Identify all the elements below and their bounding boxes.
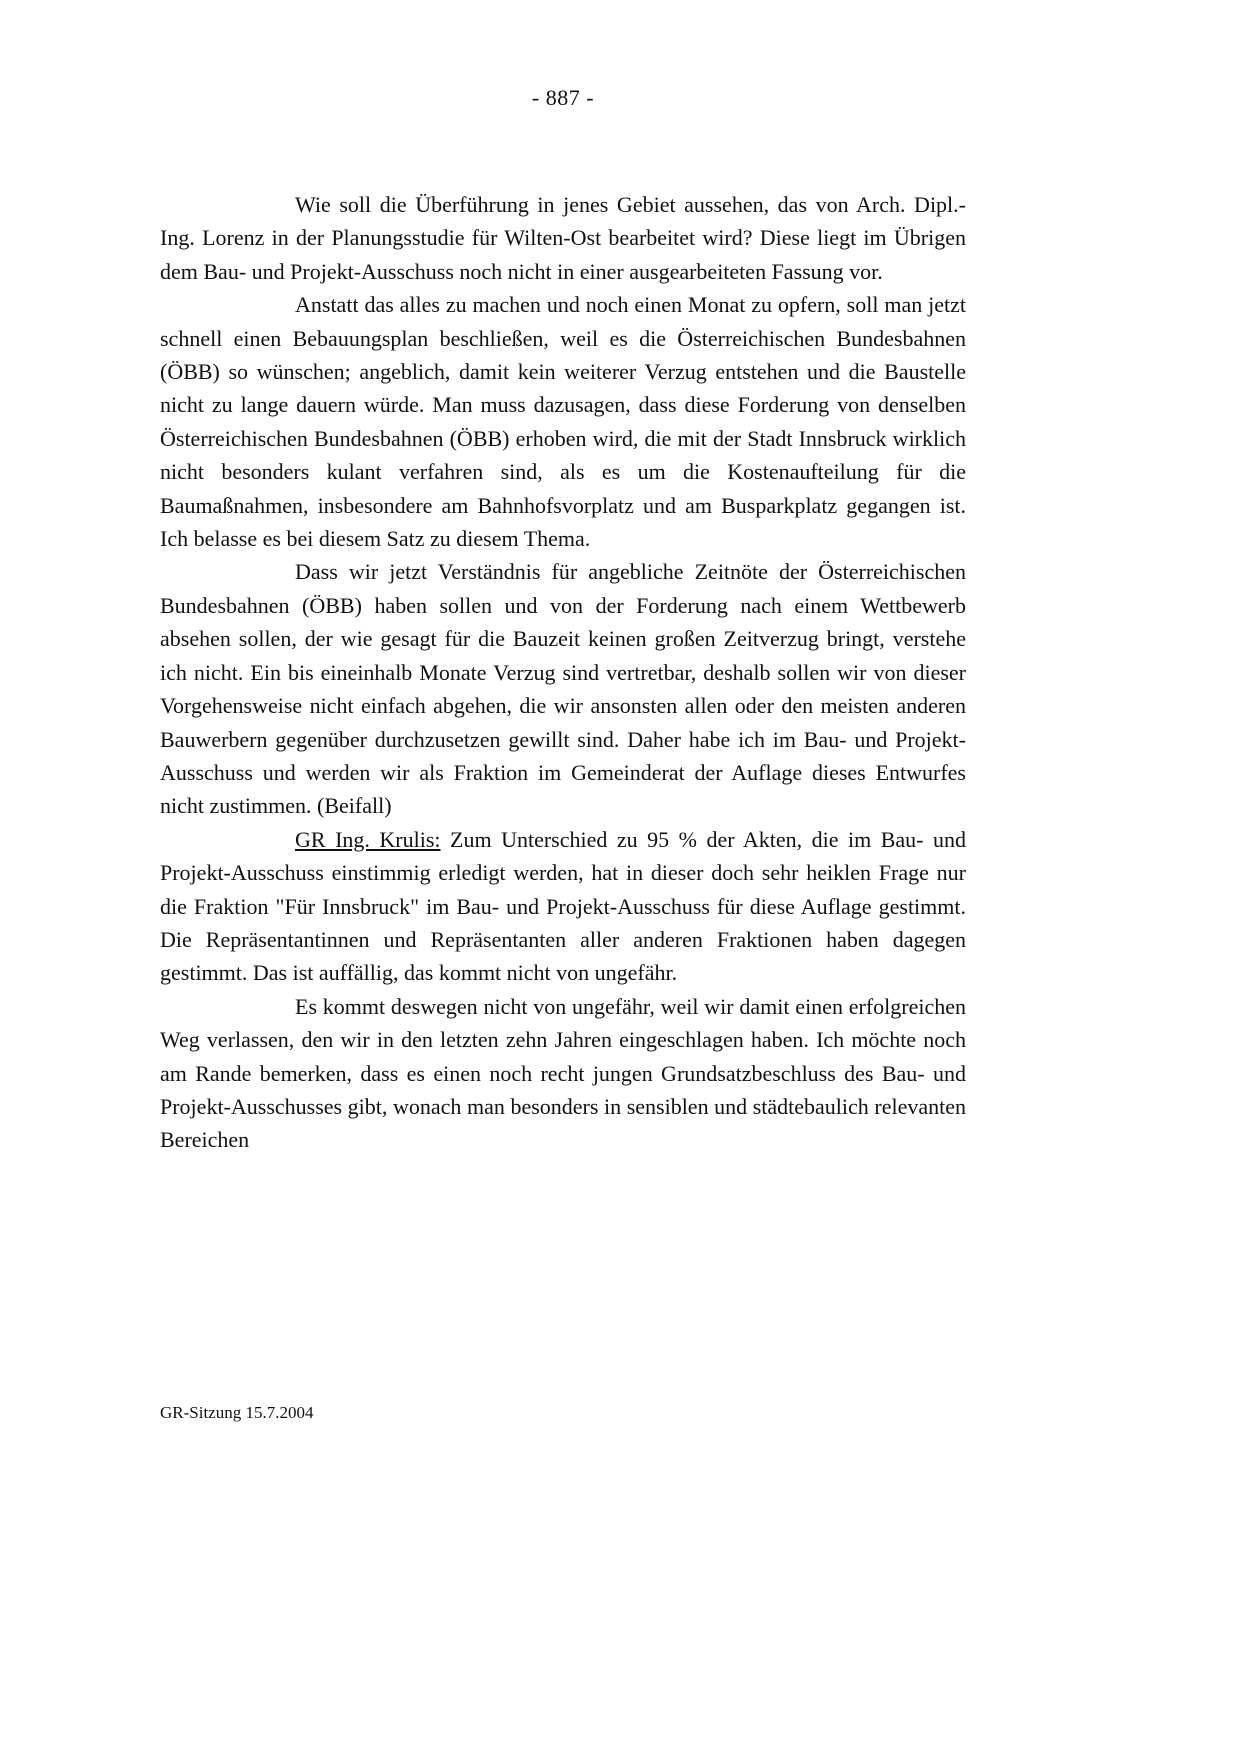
body-text [160,188,966,1157]
paragraph: Dass wir jetzt Verständnis für angebliche Zeitnöte der Österreichischen Bundesbahnen (ÖBB) haben sollen und von der Forderung nach einem Wettbewerb absehen sollen, der wie gesagt für die Bauzeit keinen großen Zeitverzug bringt, verstehe ich nicht. Ein bis eineinhalb Monate Verzug sind vertretbar, deshalb sollen wir von dieser Vorgehensweise nicht einfach abgehen, die wir ansonsten allen oder den meisten anderen Bauwerbern gegenüber durchzusetzen gewillt sind. Daher habe ich im Bau- und Projekt-Ausschuss und werden wir als Fraktion im Gemeinderat der Auflage dieses Entwurfes nicht zustimmen. (Beifall) [160,559,966,819]
paragraph: Anstatt das alles zu machen und noch einen Monat zu opfern, soll man jetzt schnell einen Bebauungsplan beschließen, weil es die Österreichischen Bundesbahnen (ÖBB) so wünschen; angeblich, damit kein weiterer Verzug entstehen und die Baustelle nicht zu lange dauern würde. Man muss dazusagen, dass diese Forderung von denselben Österreichischen Bundesbahnen (ÖBB) erhoben wird, die mit der Stadt Innsbruck wirklich nicht besonders kulant verfahren sind, als es um die Kostenaufteilung für die Baumaßnahmen, insbesondere am Bahnhofsvorplatz und am Busparkplatz gegangen ist. Ich belasse es bei diesem Satz zu diesem Thema. [160,292,966,552]
paragraph: Wie soll die Überführung in jenes Gebiet aussehen, das von Arch. Dipl.-Ing. Lorenz in der Planungsstudie für Wilten-Ost bearbeitet wird? Diese liegt im Übrigen dem Bau- und Projekt-Ausschuss noch nicht in einer ausgearbeiteten Fassung vor. [160,192,966,284]
paragraph: GR Ing. Krulis: Zum Unterschied zu 95 % der Akten, die im Bau- und Projekt-Ausschuss einstimmig erledigt werden, hat in dieser doch sehr heiklen Frage nur die Fraktion "Für Innsbruck" im Bau- und Projekt-Ausschuss für diese Auflage gestimmt. Die Repräsentantinnen und Repräsentanten aller anderen Fraktionen haben dagegen gestimmt. Das ist auffällig, das kommt nicht von ungefähr. [160,826,967,986]
speaker-name: GR Ing. Krulis: [295,826,441,852]
page-number: - 887 - [531,85,595,110]
footer-session-date: GR-Sitzung 15.7.2004 [160,1403,314,1422]
paragraph: Es kommt deswegen nicht von ungefähr, weil wir damit einen erfolgreichen Weg verlassen, den wir in den letzten zehn Jahren eingeschlagen haben. Ich möchte noch am Rande bemerken, dass es einen noch recht jungen Grundsatzbeschluss des Bau- und Projekt-Ausschusses gibt, wonach man besonders in sensiblen und städtebaulich relevanten Bereichen [160,993,966,1153]
